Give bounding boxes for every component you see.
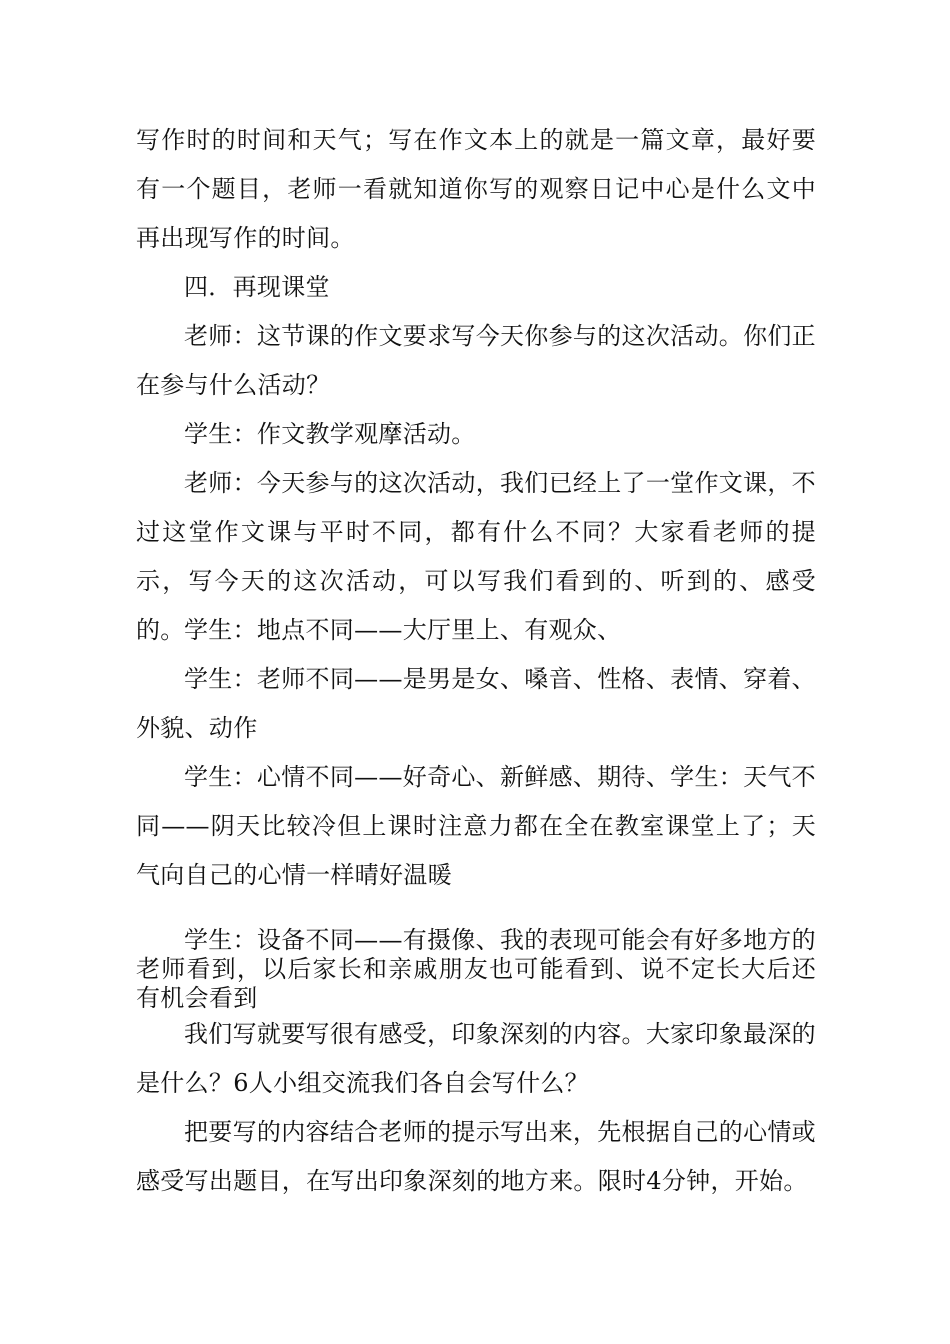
paragraph-student-observation-activity: 学生：作文教学观摩活动。: [184, 420, 476, 448]
paragraph-writing-time: 写作时的时间和天气；写在作文本上的就是一篇文章，最好要有一个题目，老师一看就知道你写的观察日记中心是什么文中再出现写作的时间。: [136, 126, 816, 252]
paragraph-student-teacher: 学生：老师不同——是男是女、嗓音、性格、表情、穿着、外貌、动作: [136, 665, 816, 742]
paragraph-student-equipment: 学生：设备不同——有摄像、我的表现可能会有好多地方的老师看到，以后家长和亲戚朋友也可能看到、说不定长大后还有机会看到: [136, 926, 816, 1012]
paragraph-teacher-activity-question: 老师：这节课的作文要求写今天你参与的这次活动。你们正在参与什么活动？: [136, 322, 816, 399]
section-heading-reproduce-class: 四．再现课堂: [184, 273, 330, 301]
paragraph-deep-impression: 我们写就要写很有感受，印象深刻的内容。大家印象最深的是什么？6人小组交流我们各自会写什么？: [136, 1020, 816, 1097]
paragraph-teacher-differences: 老师：今天参与的这次活动，我们已经上了一堂作文课，不过这堂作文课与平时不同，都有什么不同？大家看老师的提示，写今天的这次活动，可以写我们看到的、听到的、感受的。: [136, 469, 816, 644]
paragraph-student-location: 学生：地点不同——大厅里上、有观众、: [184, 616, 622, 644]
paragraph-student-mood-weather: 学生：心情不同——好奇心、新鲜感、期待、学生：天气不同——阴天比较冷但上课时注意力都在全在教室课堂上了；天气向自己的心情一样晴好温暖: [136, 763, 816, 889]
paragraph-writing-task: 把要写的内容结合老师的提示写出来，先根据自己的心情或感受写出题目，在写出印象深刻的地方来。限时4分钟，开始。: [136, 1118, 816, 1195]
